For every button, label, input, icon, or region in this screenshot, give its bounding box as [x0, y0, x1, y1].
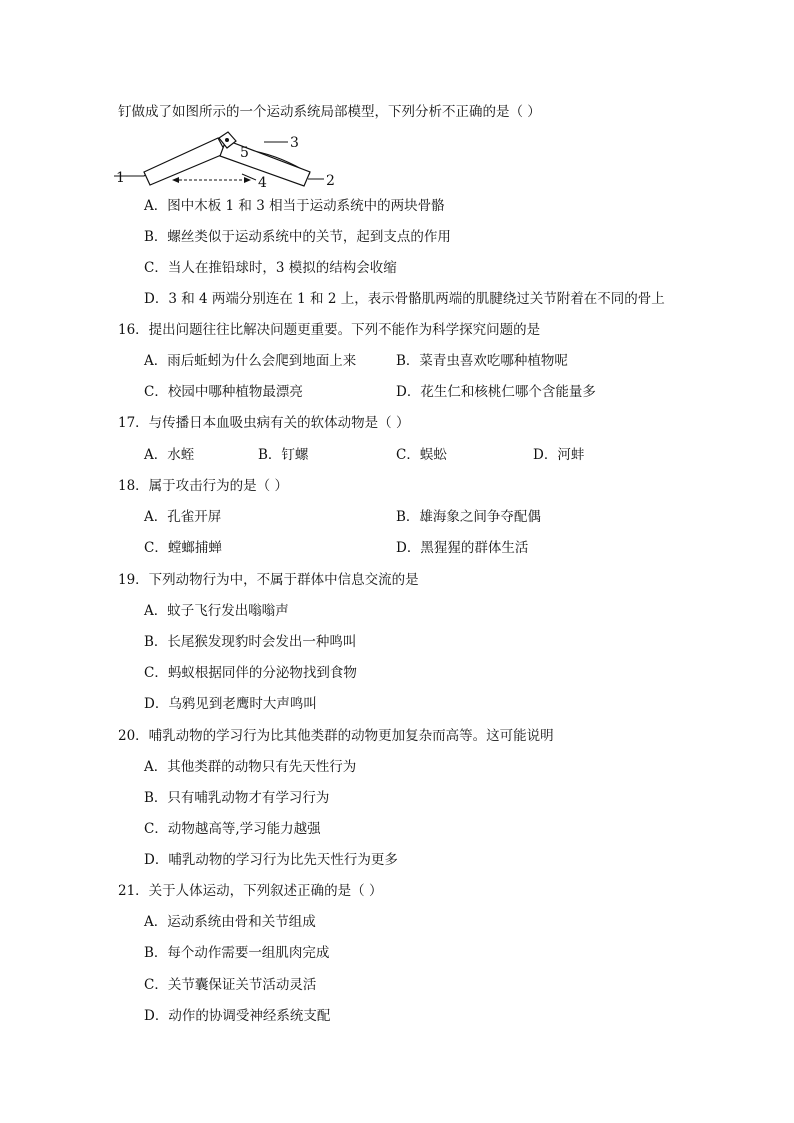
q17-option-d: D．河蚌: [533, 447, 585, 463]
q17-option-c: C．蜈蚣: [396, 447, 447, 463]
question-15-stem: 钉做成了如图所示的一个运动系统局部模型，下列分析不正确的是（ ）: [118, 104, 541, 120]
q15-option-a: A．图中木板 1 和 3 相当于运动系统中的两块骨骼: [144, 198, 445, 214]
q15-option-b: B．螺丝类似于运动系统中的关节，起到支点的作用: [144, 229, 451, 245]
question-20-stem: 20．哺乳动物的学习行为比其他类群的动物更加复杂而高等。这可能说明: [118, 728, 554, 744]
figure-label-4: 4: [258, 175, 267, 191]
question-17-stem: 17．与传播日本血吸虫病有关的软体动物是（ ）: [118, 415, 410, 431]
q21-option-b: B．每个动作需要一组肌肉完成: [144, 945, 330, 961]
q17-option-b: B．钉螺: [258, 447, 309, 463]
q19-option-c: C．蚂蚁根据同伴的分泌物找到食物: [144, 665, 357, 681]
q21-option-d: D．动作的协调受神经系统支配: [144, 1008, 331, 1024]
question-21-stem: 21．关于人体运动，下列叙述正确的是（ ）: [118, 883, 383, 899]
q17-option-a: A．水蛭: [144, 447, 195, 463]
q20-option-c: C．动物越高等,学习能力越强: [144, 821, 321, 837]
q16-option-a: A．雨后蚯蚓为什么会爬到地面上来: [144, 353, 357, 369]
q20-option-a: A．其他类群的动物只有先天性行为: [144, 759, 357, 775]
q19-option-b: B．长尾猴发现豹时会发出一种鸣叫: [144, 634, 357, 650]
figure-label-2: 2: [326, 173, 335, 189]
q18-option-b: B．雄海象之间争夺配偶: [396, 509, 541, 525]
q18-option-c: C．螳螂捕蝉: [144, 540, 222, 556]
figure-label-5: 5: [240, 145, 249, 161]
q18-option-d: D．黑猩猩的群体生活: [396, 540, 529, 556]
q20-option-d: D．哺乳动物的学习行为比先天性行为更多: [144, 852, 398, 868]
q15-option-c: C．当人在推铅球时，3 模拟的结构会收缩: [144, 260, 397, 276]
q16-option-c: C．校园中哪种植物最漂亮: [144, 384, 303, 400]
question-18-stem: 18．属于攻击行为的是（ ）: [118, 478, 288, 494]
q19-option-d: D．乌鸦见到老鹰时大声鸣叫: [144, 696, 317, 712]
q20-option-b: B．只有哺乳动物才有学习行为: [144, 790, 330, 806]
q21-option-a: A．运动系统由骨和关节组成: [144, 914, 316, 930]
left-board-1: [144, 138, 226, 185]
question-19-stem: 19．下列动物行为中，不属于群体中信息交流的是: [118, 572, 419, 588]
q21-option-c: C．关节囊保证关节活动灵活: [144, 977, 317, 993]
question-16-stem: 16．提出问题往往比解决问题更重要。下列不能作为科学探究问题的是: [118, 322, 541, 338]
joint-model-figure: [114, 124, 344, 192]
q16-option-d: D．花生仁和核桃仁哪个含能量多: [396, 384, 596, 400]
q18-option-a: A．孔雀开屏: [144, 509, 222, 525]
figure-label-1: 1: [116, 170, 125, 186]
q19-option-a: A．蚊子飞行发出嗡嗡声: [144, 603, 289, 619]
figure-label-3: 3: [290, 135, 299, 151]
q15-option-d: D．3 和 4 两端分别连在 1 和 2 上，表示骨骼肌两端的肌腱绕过关节附着在不同的骨上: [144, 291, 665, 307]
q16-option-b: B．菜青虫喜欢吃哪种植物呢: [396, 353, 568, 369]
